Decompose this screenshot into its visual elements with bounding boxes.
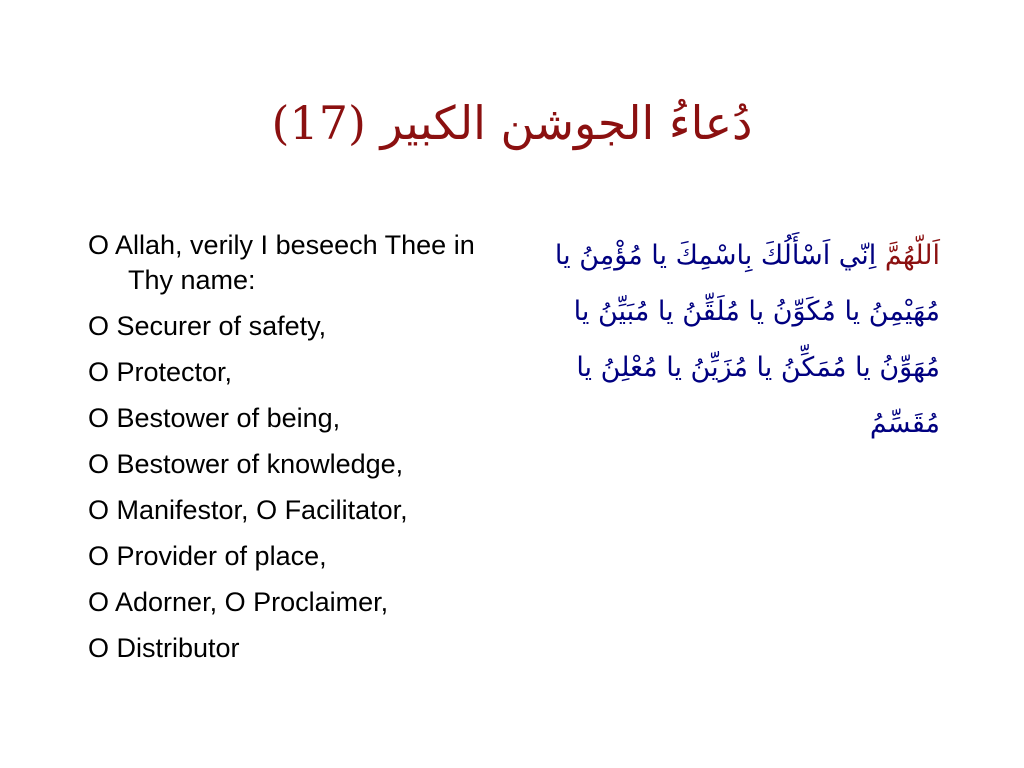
english-line: O Distributor	[88, 633, 240, 663]
english-line: O Securer of safety,	[88, 311, 327, 341]
english-list	[88, 228, 498, 666]
english-line: O Manifestor, O Facilitator,	[88, 495, 408, 525]
arabic-lead-word: اَللّهُمَّ	[884, 240, 940, 271]
english-line: O Protector,	[88, 357, 233, 387]
english-line: O Bestower of being,	[88, 403, 341, 433]
english-line: O Allah, verily I beseech Thee in Thy name:	[88, 230, 475, 295]
english-line: O Provider of place,	[88, 541, 327, 571]
english-translation	[88, 228, 498, 677]
english-line: O Adorner, O Proclaimer,	[88, 587, 389, 617]
slide-title: دُعاءُ الجوشن الكبير (17)	[271, 96, 753, 150]
arabic-text	[520, 228, 940, 452]
english-line: O Bestower of knowledge,	[88, 449, 404, 479]
arabic-body: اِنّي اَسْأَلُكَ بِاسْمِكَ يا مُؤْمِنُ يا مُهَيْمِنُ يا مُكَوِّنُ يا مُلَقِّنُ يا مُبَيِّنُ يا مُهَوِّنُ يا مُمَكِّنُ يا مُزَيِّنُ يا مُعْلِنُ يا مُقَسِّمُ	[554, 240, 940, 439]
